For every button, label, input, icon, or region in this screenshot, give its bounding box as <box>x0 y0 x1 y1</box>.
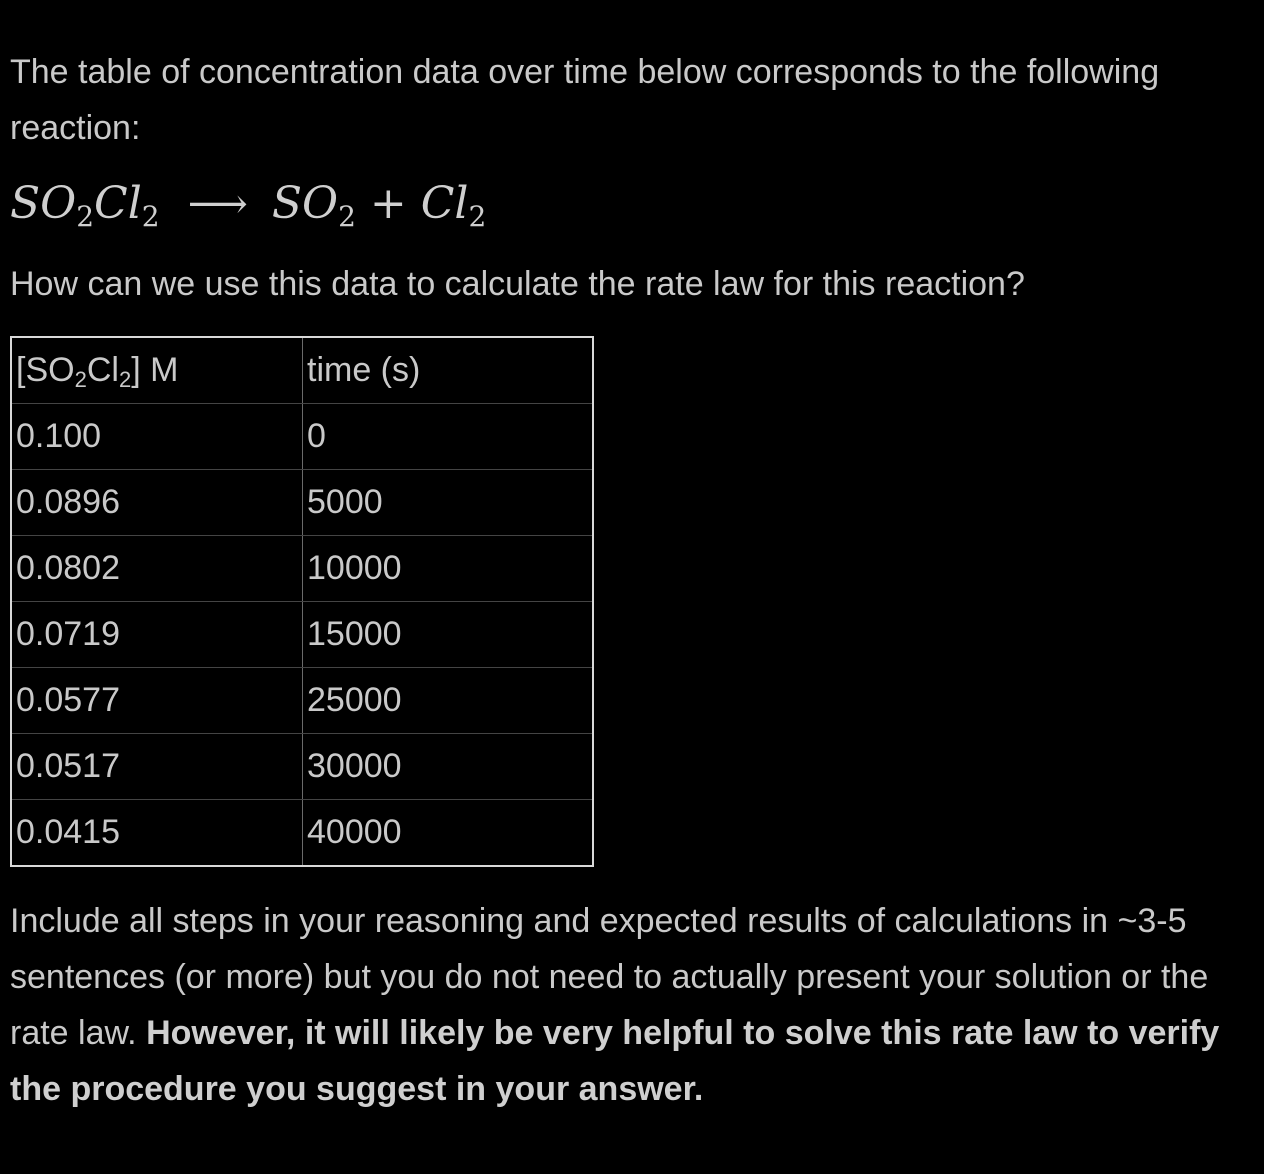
cell-time: 30000 <box>303 734 594 800</box>
table-row <box>11 668 593 734</box>
instructions-text <box>10 893 1255 1117</box>
plus-sign: + <box>369 178 407 229</box>
table-header-row <box>11 337 593 404</box>
header-concentration: $[SO_2Cl_2]$ M <box>11 337 303 404</box>
instructions-bold: However, it will likely be very helpful to solve this rate law to verify the procedure you suggest in your answer. <box>10 1014 1220 1108</box>
cell-time: 25000 <box>303 668 594 734</box>
reactant: $SO_2Cl_2$ <box>10 178 160 233</box>
table-row <box>11 602 593 668</box>
header-time: time (s) <box>303 337 594 404</box>
cell-time: 0 <box>303 404 594 470</box>
reaction-equation <box>10 178 1255 234</box>
concentration-time-table <box>10 336 594 867</box>
intro-text: The table of concentration data over time below corresponds to the following reaction: <box>10 53 1160 147</box>
cell-time: 15000 <box>303 602 594 668</box>
instructions-normal: Include all steps in your reasoning and expected results of calculations in ~3-5 sentences (or more) but you do not need to actually present your solution or the rate law. <box>10 902 1209 1052</box>
cell-concentration: 0.0415 <box>11 800 303 867</box>
cell-concentration: 0.0577 <box>11 668 303 734</box>
cell-concentration: 0.0896 <box>11 470 303 536</box>
cell-concentration: 0.0719 <box>11 602 303 668</box>
question-text: How can we use this data to calculate the rate law for this reaction? <box>10 265 1025 303</box>
cell-time: 40000 <box>303 800 594 867</box>
cell-concentration: 0.0802 <box>11 536 303 602</box>
question-content <box>10 44 1255 1117</box>
table-row <box>11 470 593 536</box>
reaction-arrow: ⟶ <box>187 179 246 228</box>
table-row <box>11 734 593 800</box>
table-row <box>11 536 593 602</box>
table-row <box>11 404 593 470</box>
table-row <box>11 800 593 867</box>
cell-concentration: 0.100 <box>11 404 303 470</box>
cell-time: 10000 <box>303 536 594 602</box>
cell-concentration: 0.0517 <box>11 734 303 800</box>
cell-time: 5000 <box>303 470 594 536</box>
product-so2: $SO_2$ <box>271 178 356 233</box>
product-cl2: $Cl_2$ <box>420 178 487 233</box>
